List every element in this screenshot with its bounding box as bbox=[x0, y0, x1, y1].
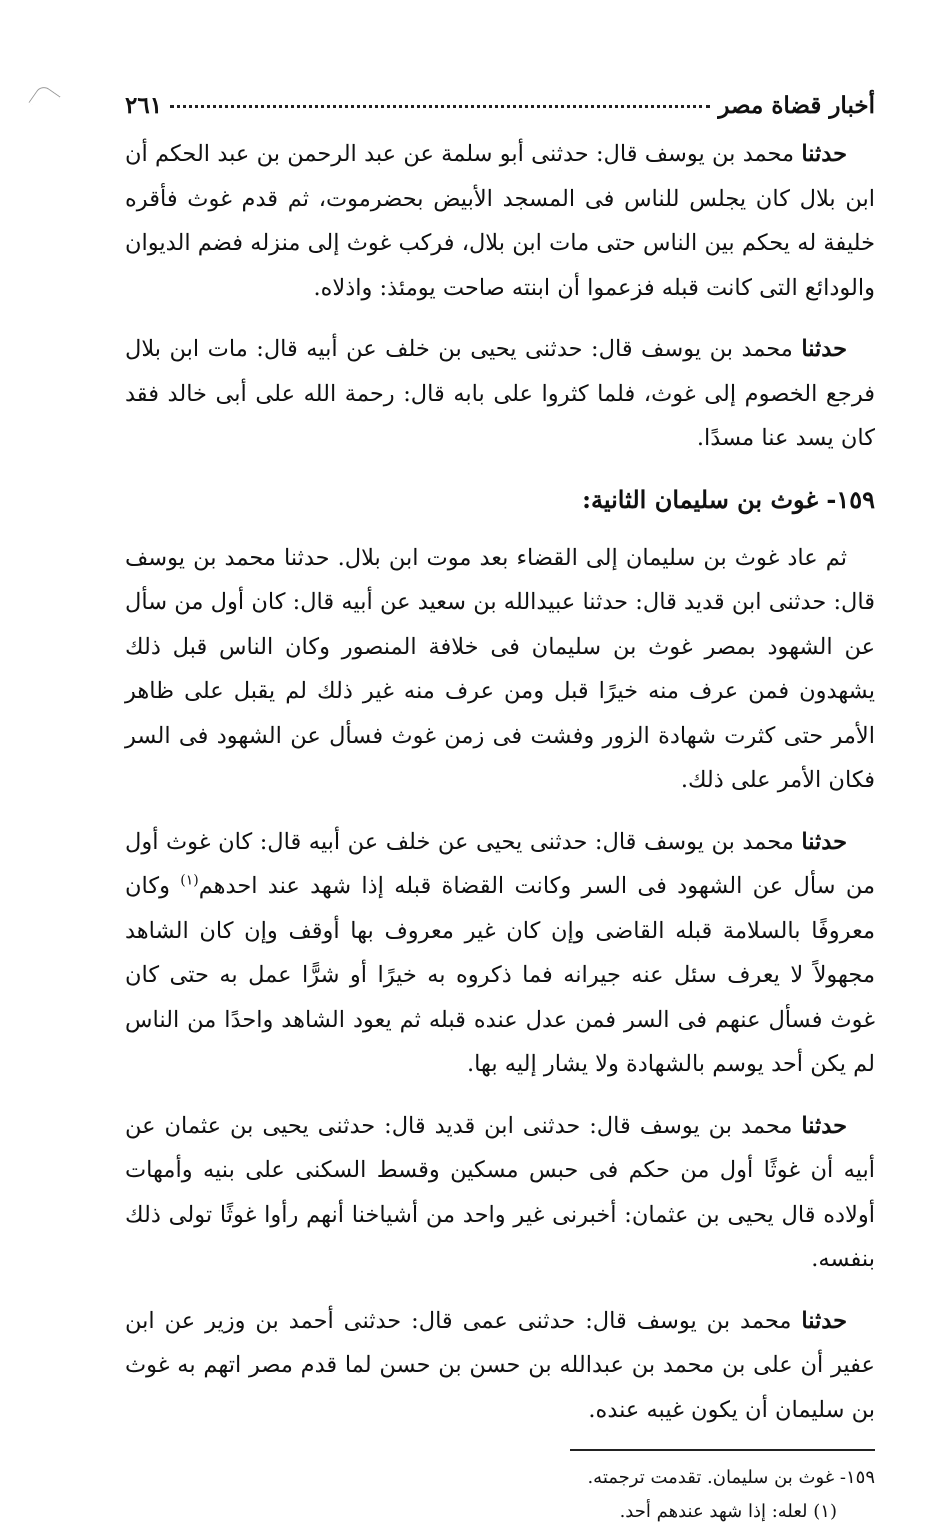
section-intro: ثم عاد غوث بن سليمان إلى القضاء بعد موت ابن بلال. حدثنا محمد بن يوسف قال: حدثنى ابن قديد قال: حدثنا عبيدالله بن سعيد عن أبيه قال: كان أول من سأل عن الشهود بمصر غوث بن سليمان فى خلافة المنصور وكان الناس قبل ذلك يشهدون فمن عرف منه خيرًا قبل ومن عرف منه غير ذلك لم يقبل على ظاهر الأمر حتى كثرت شهادة الزور وفشت فى زمن غوث فسأل عن الشهود فى السر فكان الأمر على ذلك. bbox=[125, 544, 875, 793]
page-number: ٢٦١ bbox=[125, 92, 163, 119]
running-head bbox=[125, 92, 875, 132]
paragraph-1-text: محمد بن يوسف قال: حدثنى أبو سلمة عن عبد الرحمن بن عبد الحكم أن ابن بلال كان يجلس للناس فى المسجد الأبيض بحضرموت، ثم قدم غوث فأقره خليفة له يحكم بين الناس حتى مات ابن بلال، فركب غوث إلى منزله فضم الديوان والودائع التى كانت قبله فزعموا أن ابنته صاحت يومئذ: واذلاه. bbox=[125, 141, 875, 301]
paragraph-2-text: محمد بن يوسف قال: حدثنى يحيى بن خلف عن أبيه قال: مات ابن بلال فرجع الخصوم إلى غوث، فلما كثروا على بابه قال: رحمة الله على أبى خالد فقد كان يسد عنا مسدًا. bbox=[125, 336, 875, 451]
paragraph-1-lead: حدثنا bbox=[801, 141, 847, 167]
footnote-2: (١) لعله: إذا شهد عندهم أحد. bbox=[619, 1501, 837, 1522]
section-heading: ١٥٩- غوث بن سليمان الثانية: bbox=[582, 484, 875, 514]
paragraph-3-lead: حدثنا bbox=[801, 828, 847, 855]
paragraph-5-text: محمد بن يوسف قال: حدثنى عمى قال: حدثنى أحمد بن وزير عن ابن عفير أن على بن محمد بن عبدالله بن حسن بن حسن لما قدم مصر اتهم به غوث بن سليمان أن يكون غيبه عنده. bbox=[125, 1307, 875, 1423]
paragraph-2 bbox=[125, 327, 875, 461]
paragraph-5-lead: حدثنا bbox=[801, 1307, 847, 1334]
dot-leader bbox=[170, 105, 710, 108]
footnote-reference: (١) bbox=[180, 872, 199, 889]
paragraph-4-lead: حدثنا bbox=[801, 1112, 847, 1139]
paragraph-4 bbox=[125, 1104, 875, 1282]
scan-mark bbox=[28, 83, 60, 115]
paragraph-3-text-b: وكان معروفًا بالسلامة قبله القاضى وإن كان غير معروف بها أوقف وإن كان الشاهد مجهولاً لا يعرف سئل عنه جيرانه فما ذكروه به خيرًا أو شرًّا عمل به حتى كان غوث فسأل عنهم فى السر فمن عدل عنده قبله ثم يعود الشاهد واحدًا من الناس لم يكن أحد يوسم بالشهادة ولا يشار إليه بها. bbox=[125, 873, 875, 1077]
paragraph-2-lead: حدثنا bbox=[801, 336, 847, 362]
paragraph-1 bbox=[125, 132, 875, 310]
paragraph-4-text: محمد بن يوسف قال: حدثنى ابن قديد قال: حدثنى يحيى بن عثمان عن أبيه أن غوثًا أول من حكم فى حبس مسكين وقسط السكنى على بنيه وأمهات أولاده قال يحيى بن عثمان: أخبرنى غير واحد من أشياخنا أنهم رأوا غوثًا تولى ذلك بنفسه. bbox=[125, 1112, 875, 1272]
paragraph-5 bbox=[125, 1299, 875, 1433]
footnote-1: ١٥٩- غوث بن سليمان. تقدمت ترجمته. bbox=[587, 1467, 875, 1488]
book-title: أخبار قضاة مصر bbox=[718, 92, 875, 119]
paragraph-3 bbox=[125, 820, 875, 1087]
paragraph-3-text-a: محمد بن يوسف قال: حدثنى يحيى عن خلف عن أبيه قال: كان غوث أول من سأل عن الشهود فى السر وكانت القضاة قبله إذا شهد عند احدهم bbox=[125, 828, 875, 899]
book-page bbox=[125, 92, 875, 1529]
footnote-rule bbox=[570, 1449, 875, 1451]
